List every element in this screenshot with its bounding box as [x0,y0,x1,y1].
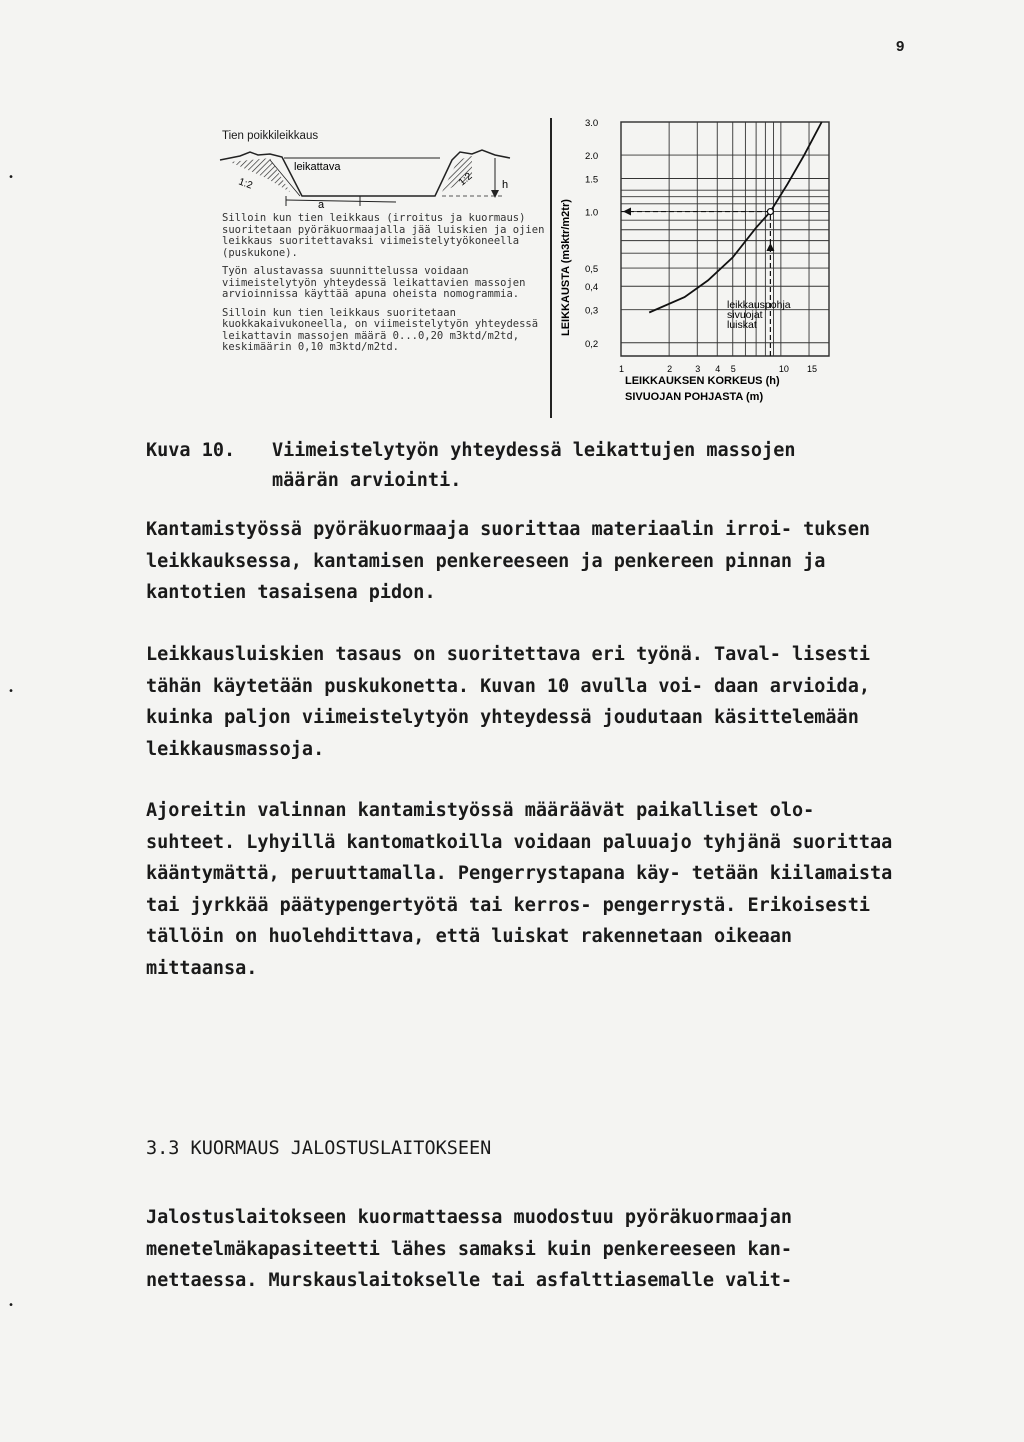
annotation-2: sivuojat [727,309,763,321]
caption-text [272,436,912,496]
label-h: h [502,179,509,191]
slope-left: 1:2 [236,176,254,192]
label-a: a [318,199,325,211]
x-tick-label: 3 [695,364,701,374]
y-tick-label: 0,4 [585,282,599,294]
page-number: 9 [896,38,905,55]
y-tick-label: 0,3 [585,305,599,317]
x-axis-label: LEIKKAUKSEN KORKEUS (h) [625,375,780,387]
figure-text-1: Silloin kun tien leikkaus (irroitus ja kuormaus) suoritetaan pyöräkuormaajalla jää luiskien ja ojien leikkaus suoritettavaksi viimeistelytyökoneella (puskukone). [222,212,545,259]
margin-mark: • [8,686,15,697]
cross-section-title: Tien poikkileikkaus [222,130,319,142]
annotation-1: leikkauspohja [727,299,791,311]
y-tick-label: 1.0 [585,207,599,219]
nomogram-chart [555,112,845,412]
y-tick-label: 3.0 [585,118,599,129]
caption-line-2: määrän arviointi. [272,470,462,491]
x-tick-label: 2 [667,364,673,374]
arrow-left [623,208,631,216]
figure-caption [146,436,235,466]
annotation-3: luiskat [727,319,757,331]
caption-line-1: Viimeistelytyön yhteydessä leikattujen massojen [272,440,796,461]
y-tick-label: 0,5 [585,264,599,276]
x-axis-label-2: SIVUOJAN POHJASTA (m) [625,391,764,403]
caption-label: Kuva 10. [146,440,236,461]
series-line [649,122,822,313]
figure-text-block [222,213,562,354]
y-tick-label: 2.0 [585,151,599,163]
y-axis-label: LEIKKAUSTA (m3ktr/m2tr) [560,199,572,336]
label-cut: leikattava [294,161,341,173]
slope-right: 1:2 [456,170,475,189]
figure-divider [550,118,552,418]
figure-text-3: Silloin kun tien leikkaus suoritetaan kuokkakaivukoneella, on viimeistelytyön yhteydessä leikattavin massojen määrä 0...0,20 m3ktd/m2td, keskimäärin 0,10 m3ktd/m2td. [222,306,539,353]
paragraph-2: Leikkausluiskien tasaus on suoritettava eri työnä. Taval- lisesti tähän käytetään puskukonetta. Kuvan 10 avulla voi- daan arvioida, kuinka paljon viimeistelytyön yhteydessä joudutaan käsittelemään leikkausmassoja. [146,644,870,760]
x-tick-label: 1 [619,364,625,374]
section-heading: 3.3 KUORMAUS JALOSTUSLAITOKSEEN [146,1138,492,1159]
section-paragraph: Jalostuslaitokseen kuormattaessa muodostuu pyöräkuormaajan menetelmäkapasiteetti lähes samaksi kuin penkereeseen kan- nettaessa. Murskauslaitokselle tai asfalttiasemalle valit- [146,1207,793,1291]
x-tick-label: 5 [730,364,736,374]
paragraph-1: Kantamistyössä pyöräkuormaaja suorittaa materiaalin irroi- tuksen leikkauksessa, kantamisen penkereeseen ja penkereen pinnan ja kantotien tasaisena pidon. [146,519,870,603]
figure-text-2: Työn alustavassa suunnittelussa voidaan viimeistelytyön yhteydessä leikattavien massojen arvioinnissa käyttää apuna oheista nomogrammia. [222,265,526,300]
y-tick-label: 0,2 [585,338,599,350]
margin-mark: • [8,1300,15,1311]
x-tick-label: 15 [807,364,818,374]
paragraph-3: Ajoreitin valinnan kantamistyössä määräävät paikalliset olo- suhteet. Lyhyillä kantomatkoilla voidaan paluuajo tyhjänä suorittaa kääntymättä, peruuttamalla. Pengerrystapana käy- tetään kiilamaista tai jyrkkää päätypengertyötä tai kerros- pengerrystä. Erikoisesti tällöin on huolehdittava, että luiskat rakennetaan oikeaan mittaansa. [146,800,893,979]
x-tick-label: 4 [715,364,721,374]
x-tick-label: 10 [778,364,789,374]
plot-frame [621,122,829,356]
margin-mark: • [8,172,15,183]
road-cross-section [210,140,530,220]
y-tick-label: 1.5 [585,174,599,186]
reading-point [767,209,773,215]
